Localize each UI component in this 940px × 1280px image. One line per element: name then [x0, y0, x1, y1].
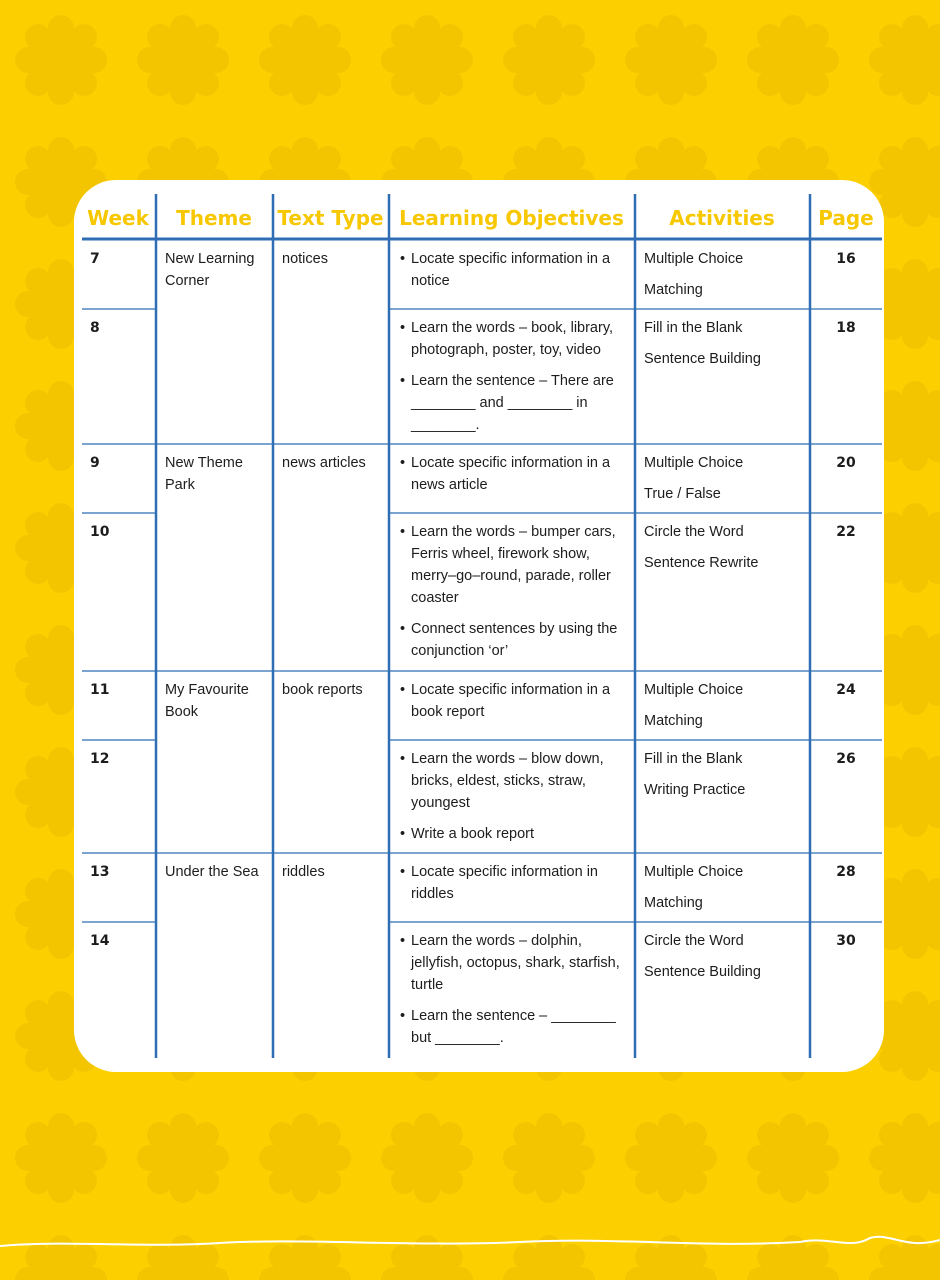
activity-item: True / False [644, 486, 721, 502]
week-cell: 13 [90, 864, 110, 880]
objectives-cell [400, 930, 628, 1058]
activity-item: Sentence Building [644, 964, 761, 980]
page-number-cell: 24 [836, 682, 856, 698]
text-type-cell: riddles [282, 864, 325, 880]
objective-list [400, 930, 628, 1049]
week-cell: 8 [90, 320, 100, 336]
objective-item: • Locate specific information in riddles [400, 861, 628, 905]
week-cell: 11 [90, 682, 110, 698]
page-number-cell: 22 [836, 524, 856, 540]
objective-item: • Learn the words – bumper cars, Ferris wheel, firework show, merry–go–round, parade, roller coaster [400, 521, 628, 609]
objective-list [400, 748, 628, 845]
page-number-cell: 26 [836, 751, 856, 767]
activity-item: Multiple Choice [644, 682, 744, 698]
header-theme: Theme [176, 206, 252, 230]
activity-item: Writing Practice [644, 782, 746, 798]
activity-item: Fill in the Blank [644, 751, 743, 767]
objective-item: • Locate specific information in a notice [400, 248, 628, 292]
header-text-type: Text Type [277, 206, 384, 230]
week-cell: 7 [90, 251, 100, 267]
objective-list [400, 317, 628, 436]
page-number-cell: 16 [836, 251, 856, 267]
activities-cell [644, 748, 804, 810]
objective-item: • Write a book report [400, 823, 628, 845]
activities-cell [644, 452, 804, 514]
page-number-cell: 30 [836, 933, 856, 949]
activities-cell [644, 861, 804, 923]
header-activities: Activities [669, 206, 775, 230]
activities-cell [644, 248, 804, 310]
page-number-cell: 20 [836, 455, 856, 471]
objective-item: • Locate specific information in a news article [400, 452, 628, 496]
week-cell: 10 [90, 524, 110, 540]
week-cell: 14 [90, 933, 110, 949]
activity-item: Sentence Building [644, 351, 761, 367]
activities-cell [644, 521, 804, 583]
objective-item: • Learn the sentence – There are ________ and ________ in ________. [400, 370, 628, 436]
objective-item: • Locate specific information in a book report [400, 679, 628, 723]
objective-list [400, 452, 628, 496]
activity-item: Multiple Choice [644, 864, 744, 880]
objectives-cell [400, 679, 628, 732]
activities-cell [644, 930, 804, 992]
objectives-cell [400, 248, 628, 301]
text-type-cell: book reports [282, 682, 363, 698]
header-page: Page [818, 206, 874, 230]
objectives-cell [400, 861, 628, 914]
objective-list [400, 248, 628, 292]
page-number-cell: 18 [836, 320, 856, 336]
text-type-cell: notices [282, 251, 328, 267]
activity-item: Sentence Rewrite [644, 555, 759, 571]
activities-cell [644, 317, 804, 379]
activity-item: Matching [644, 713, 703, 729]
page-number-cell: 28 [836, 864, 856, 880]
objectives-cell [400, 452, 628, 505]
activity-item: Multiple Choice [644, 455, 744, 471]
objectives-cell [400, 748, 628, 854]
objective-item: • Learn the sentence – ________ but ________. [400, 1005, 628, 1049]
theme-cell: New Theme Park [165, 455, 243, 493]
objective-list [400, 679, 628, 723]
objective-list [400, 521, 628, 662]
text-type-cell: news articles [282, 455, 366, 471]
activity-item: Circle the Word [644, 933, 744, 949]
theme-cell: My Favourite Book [165, 682, 249, 720]
objective-item: • Learn the words – dolphin, jellyfish, octopus, shark, starfish, turtle [400, 930, 628, 996]
objective-item: • Learn the words – book, library, photograph, poster, toy, video [400, 317, 628, 361]
theme-cell: New Learning Corner [165, 251, 255, 289]
objective-item: • Learn the words – blow down, bricks, eldest, sticks, straw, youngest [400, 748, 628, 814]
activity-item: Multiple Choice [644, 251, 744, 267]
week-cell: 12 [90, 751, 110, 767]
theme-cell: Under the Sea [165, 864, 259, 880]
header-learning-objectives: Learning Objectives [399, 206, 624, 230]
header-week: Week [87, 206, 149, 230]
objective-list [400, 861, 628, 905]
activity-item: Fill in the Blank [644, 320, 743, 336]
objective-item: • Connect sentences by using the conjunction ‘or’ [400, 618, 628, 662]
activity-item: Matching [644, 895, 703, 911]
week-cell: 9 [90, 455, 100, 471]
objectives-cell [400, 317, 628, 445]
activities-cell [644, 679, 804, 741]
activity-item: Circle the Word [644, 524, 744, 540]
objectives-cell [400, 521, 628, 671]
activity-item: Matching [644, 282, 703, 298]
